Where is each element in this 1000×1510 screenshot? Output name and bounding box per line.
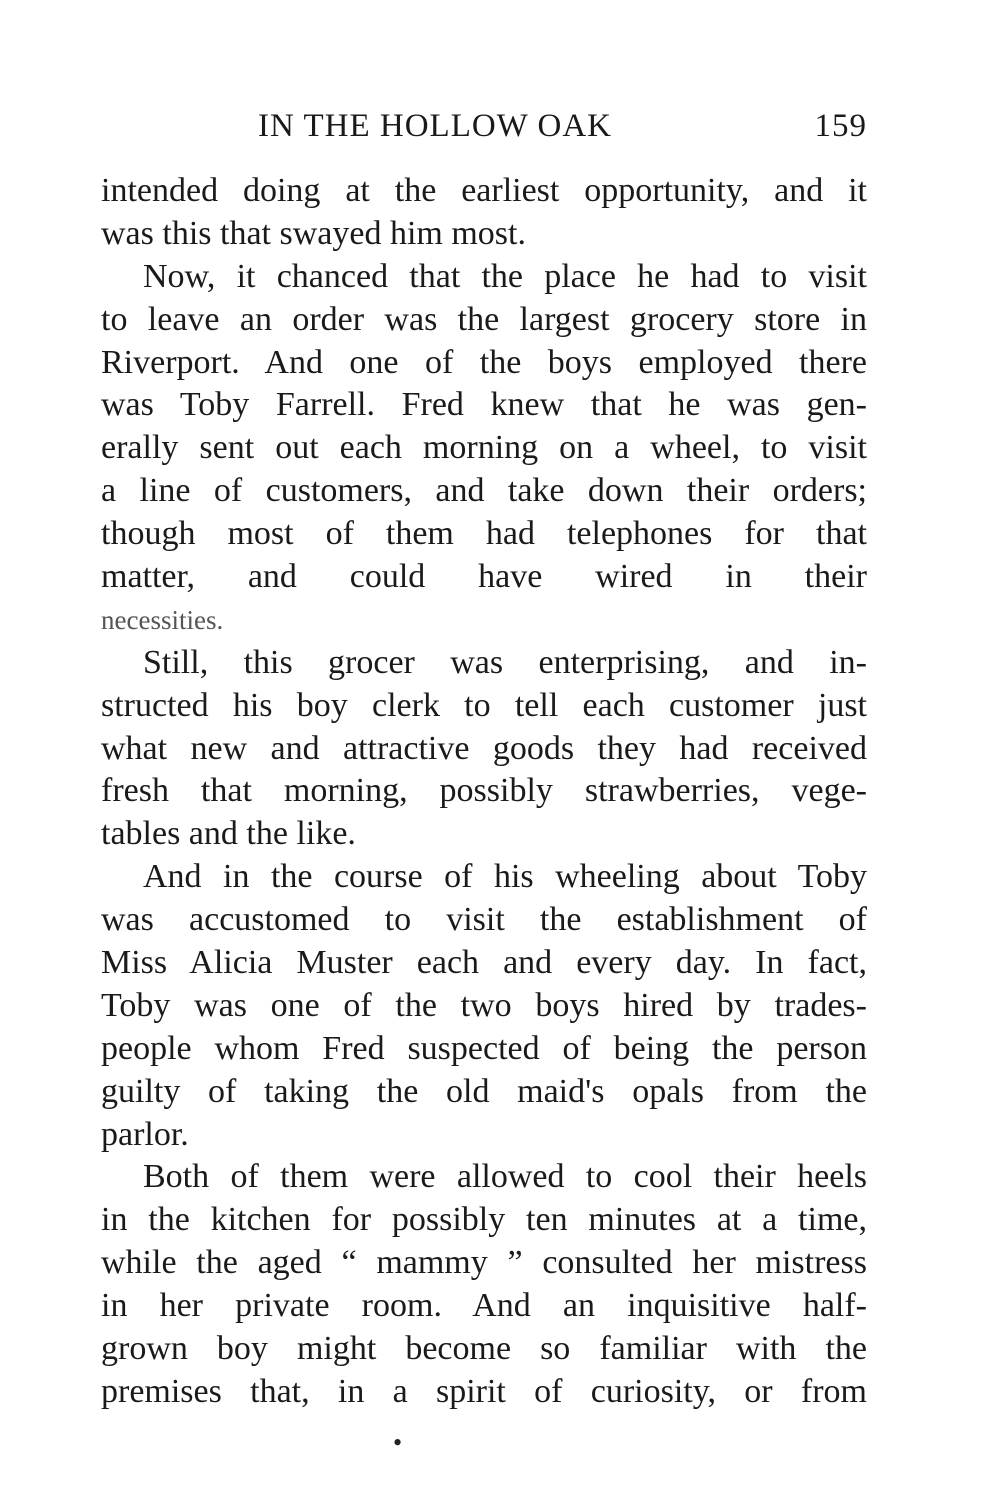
text-line: erally sent out each morning on a wheel, to visit bbox=[101, 429, 867, 467]
text-line: was this that swayed him most. bbox=[101, 214, 526, 252]
text-line: Now, it chanced that the place he had to visit bbox=[143, 257, 867, 295]
running-head: IN THE HOLLOW OAK bbox=[258, 108, 612, 144]
text-line: grown boy might become so familiar with the bbox=[101, 1330, 867, 1368]
text-line: Toby was one of the two boys hired by trades- bbox=[101, 986, 867, 1024]
text-line: matter, and could have wired in their bbox=[101, 558, 867, 596]
printer-mark: • bbox=[393, 1428, 403, 1457]
text-line: necessities. bbox=[101, 604, 224, 635]
text-line: And in the course of his wheeling about Toby bbox=[143, 858, 867, 896]
text-line: intended doing at the earliest opportunity, and it bbox=[101, 172, 867, 209]
text-line: Miss Alicia Muster each and every day. In fact, bbox=[101, 944, 867, 982]
text-line: though most of them had telephones for that bbox=[101, 515, 867, 553]
text-line: tables and the like. bbox=[101, 815, 356, 853]
body-text bbox=[101, 170, 867, 1414]
text-line: fresh that morning, possibly strawberries, vege- bbox=[101, 772, 867, 810]
text-line: guilty of taking the old maid's opals from the bbox=[101, 1072, 867, 1110]
text-line: Riverport. And one of the boys employed there bbox=[101, 343, 867, 381]
text-line: in the kitchen for possibly ten minutes at a time, bbox=[101, 1201, 867, 1239]
page-number: 159 bbox=[814, 108, 867, 144]
text-line: in her private room. And an inquisitive half- bbox=[101, 1287, 867, 1325]
text-line: Still, this grocer was enterprising, and in- bbox=[143, 643, 867, 681]
text-line: was accustomed to visit the establishment of bbox=[101, 901, 867, 939]
text-line: structed his boy clerk to tell each customer just bbox=[101, 686, 867, 724]
text-line: Both of them were allowed to cool their heels bbox=[143, 1158, 867, 1196]
text-line: people whom Fred suspected of being the person bbox=[101, 1029, 867, 1067]
text-line: premises that, in a spirit of curiosity, or from bbox=[101, 1372, 867, 1410]
text-line: what new and attractive goods they had received bbox=[101, 729, 867, 767]
text-line: was Toby Farrell. Fred knew that he was gen- bbox=[101, 386, 867, 424]
text-line: parlor. bbox=[101, 1115, 189, 1153]
text-line: to leave an order was the largest grocery store in bbox=[101, 300, 867, 338]
page-header bbox=[100, 108, 867, 158]
text-line: while the aged “ mammy ” consulted her mistress bbox=[101, 1244, 867, 1282]
text-line: a line of customers, and take down their orders; bbox=[101, 472, 867, 510]
